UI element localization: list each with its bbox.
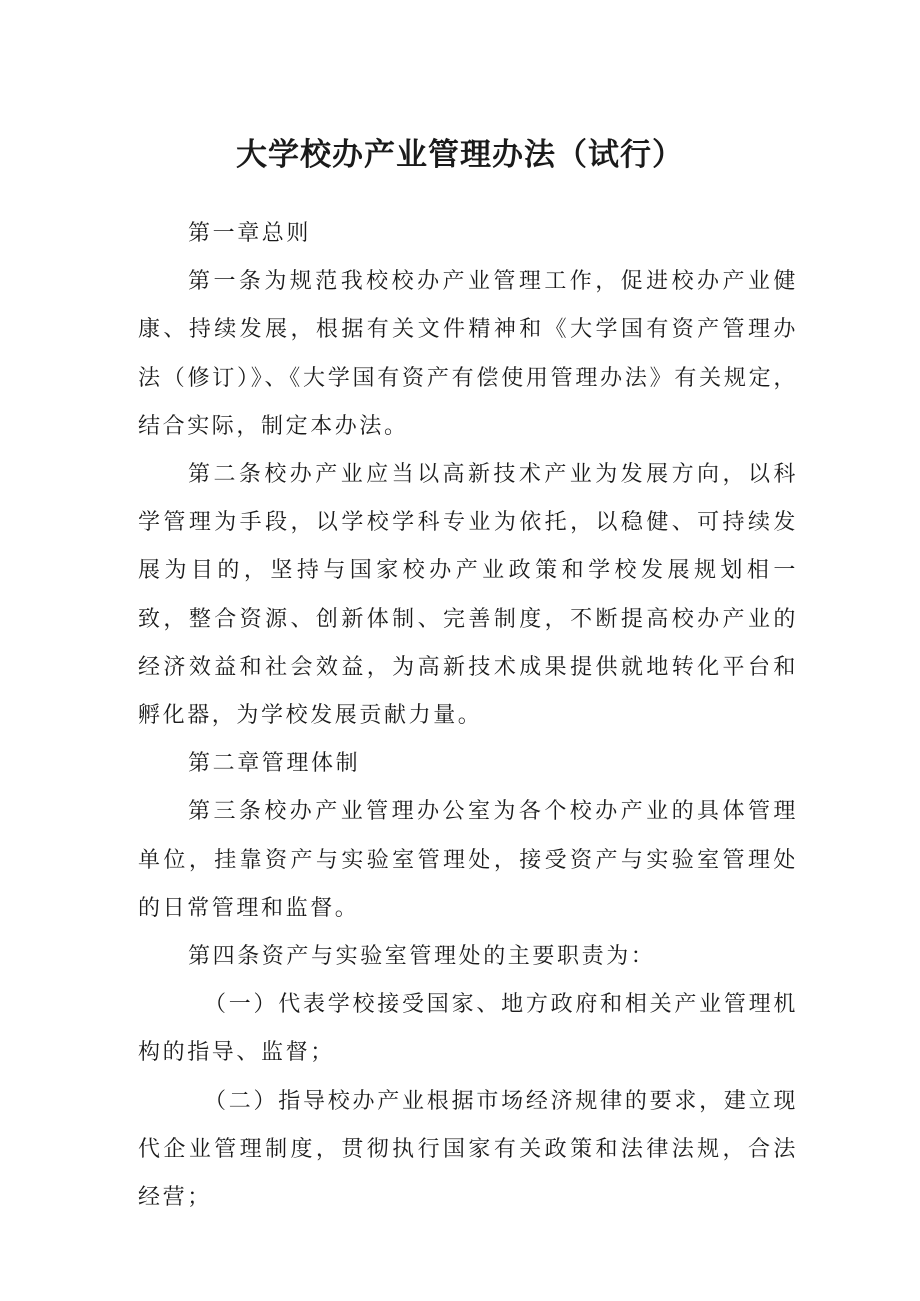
- article-paragraph: 第二条校办产业应当以高新技术产业为发展方向，以科学管理为手段，以学校学科专业为依托，以稳健、可持续发展为目的，坚持与国家校办产业政策和学校发展规划相一致，整合资源、创新体制、完善制度，不断提高校办产业的经济效益和社会效益，为高新技术成果提供就地转化平台和孵化器，为学校发展贡献力量。: [138, 462, 798, 729]
- chapter-heading: 第二章管理体制: [188, 751, 361, 777]
- chapter-heading: 第一章总则: [188, 221, 312, 246]
- document-body: [138, 210, 798, 1222]
- article-paragraph: 第三条校办产业管理办公室为各个校办产业的具体管理单位，挂靠资产与实验室管理处，接受资产与实验室管理处的日常管理和监督。: [138, 799, 798, 921]
- article-paragraph: 第四条资产与实验室管理处的主要职责为：: [188, 944, 656, 970]
- list-item-paragraph: （一）代表学校接受国家、地方政府和相关产业管理机构的指导、监督；: [138, 992, 798, 1066]
- article-paragraph: 第一条为规范我校校办产业管理工作，促进校办产业健康、持续发展，根据有关文件精神和《大学国有资产管理办法（修订）》、《大学国有资产有偿使用管理办法》有关规定，结合实际，制定本办法。: [138, 269, 798, 439]
- document-title: 大学校办产业管理办法（试行）: [236, 137, 684, 173]
- list-item-paragraph: （二）指导校办产业根据市场经济规律的要求，建立现代企业管理制度，贯彻执行国家有关政策和法律法规，合法经营；: [138, 1088, 798, 1211]
